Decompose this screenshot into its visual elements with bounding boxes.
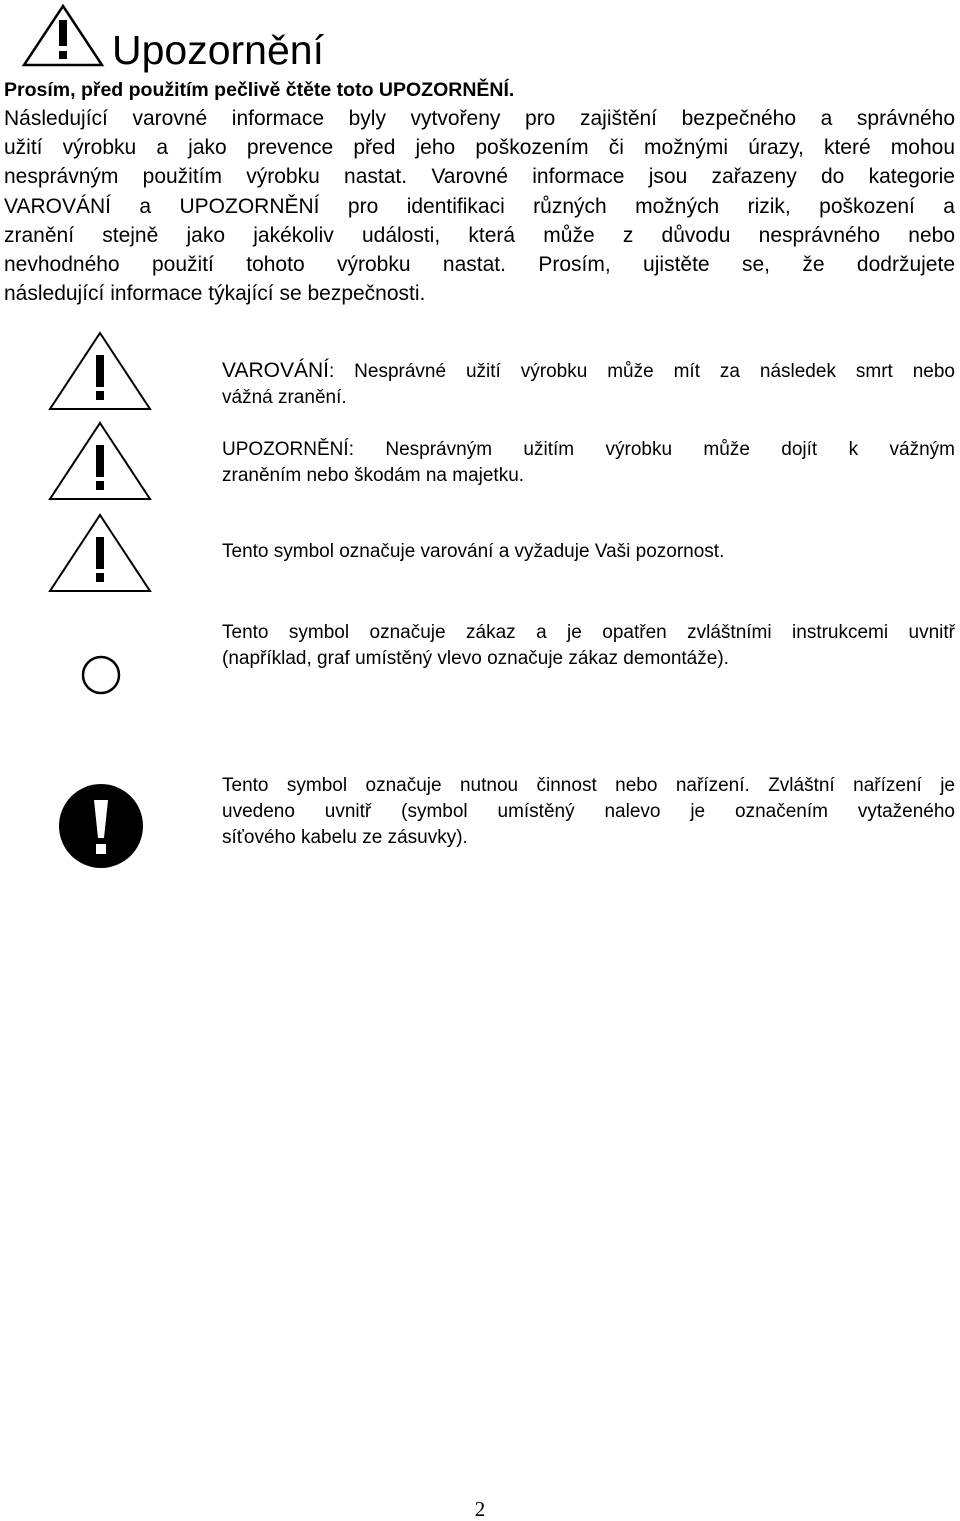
- prohibition-line: (například, graf umístěný vlevo označuje zákaz demontáže).: [222, 648, 729, 669]
- warning-term: VAROVÁNÍ: [222, 359, 329, 382]
- intro-line: nevhodného použití tohoto výrobku nastat. Prosím, ujistěte se, že dodržujete: [4, 253, 955, 277]
- warning-line: [222, 358, 955, 385]
- page-title: Upozornění: [112, 27, 324, 73]
- warning-description: [222, 358, 955, 411]
- intro-line: Následující varovné informace byly vytvořeny pro zajištění bezpečného a správného: [4, 107, 955, 130]
- lead-notice: Prosím, před použitím pečlivě čtěte toto UPOZORNĚNÍ.: [4, 79, 515, 101]
- intro-line: nesprávným použitím výrobku nastat. Varovné informace jsou zařazeny do kategorie: [4, 165, 955, 189]
- prohibition-description: [222, 620, 955, 672]
- intro-line: následující informace týkající se bezpečnosti.: [4, 282, 426, 306]
- mandatory-action-icon: [57, 782, 145, 870]
- caution-line: [222, 437, 955, 463]
- mandatory-line: Tento symbol označuje nutnou činnost nebo nařízení. Zvláštní nařízení je: [222, 775, 955, 796]
- prohibition-circle-icon: [80, 654, 122, 696]
- page-number: 2: [474, 1497, 486, 1521]
- intro-paragraph: [4, 104, 955, 308]
- warning-triangle-icon: [48, 512, 158, 594]
- mandatory-description: [222, 773, 955, 851]
- warning-text: : Nesprávné užití výrobku může mít za následek smrt nebo: [328, 361, 955, 382]
- mandatory-line: uvedeno uvnitř (symbol umístěný nalevo je označením vytaženého: [222, 801, 955, 822]
- attention-description: [222, 539, 955, 565]
- warning-triangle-icon: [20, 2, 106, 68]
- intro-line: užití výrobku a jako prevence před jeho poškozením či možnými úrazy, které mohou: [4, 136, 955, 160]
- warning-triangle-icon: [48, 420, 158, 502]
- intro-line: zranění stejně jako jakékoliv události, která může z důvodu nesprávného nebo: [4, 223, 955, 247]
- warning-triangle-icon: [48, 330, 158, 412]
- mandatory-line: síťového kabelu ze zásuvky).: [222, 827, 468, 848]
- caution-term: UPOZORNĚNÍ: [222, 439, 349, 460]
- caution-line: zraněním nebo škodám na majetku.: [222, 465, 525, 486]
- intro-line: VAROVÁNÍ a UPOZORNĚNÍ pro identifikaci různých možných rizik, poškození a: [4, 194, 955, 218]
- prohibition-line: Tento symbol označuje zákaz a je opatřen zvláštními instrukcemi uvnitř: [222, 622, 955, 643]
- warning-line: vážná zranění.: [222, 387, 347, 408]
- caution-description: [222, 437, 955, 489]
- attention-line: Tento symbol označuje varování a vyžaduje Vaši pozornost.: [222, 541, 725, 562]
- caution-text: : Nesprávným užitím výrobku může dojít k vážným: [348, 439, 955, 460]
